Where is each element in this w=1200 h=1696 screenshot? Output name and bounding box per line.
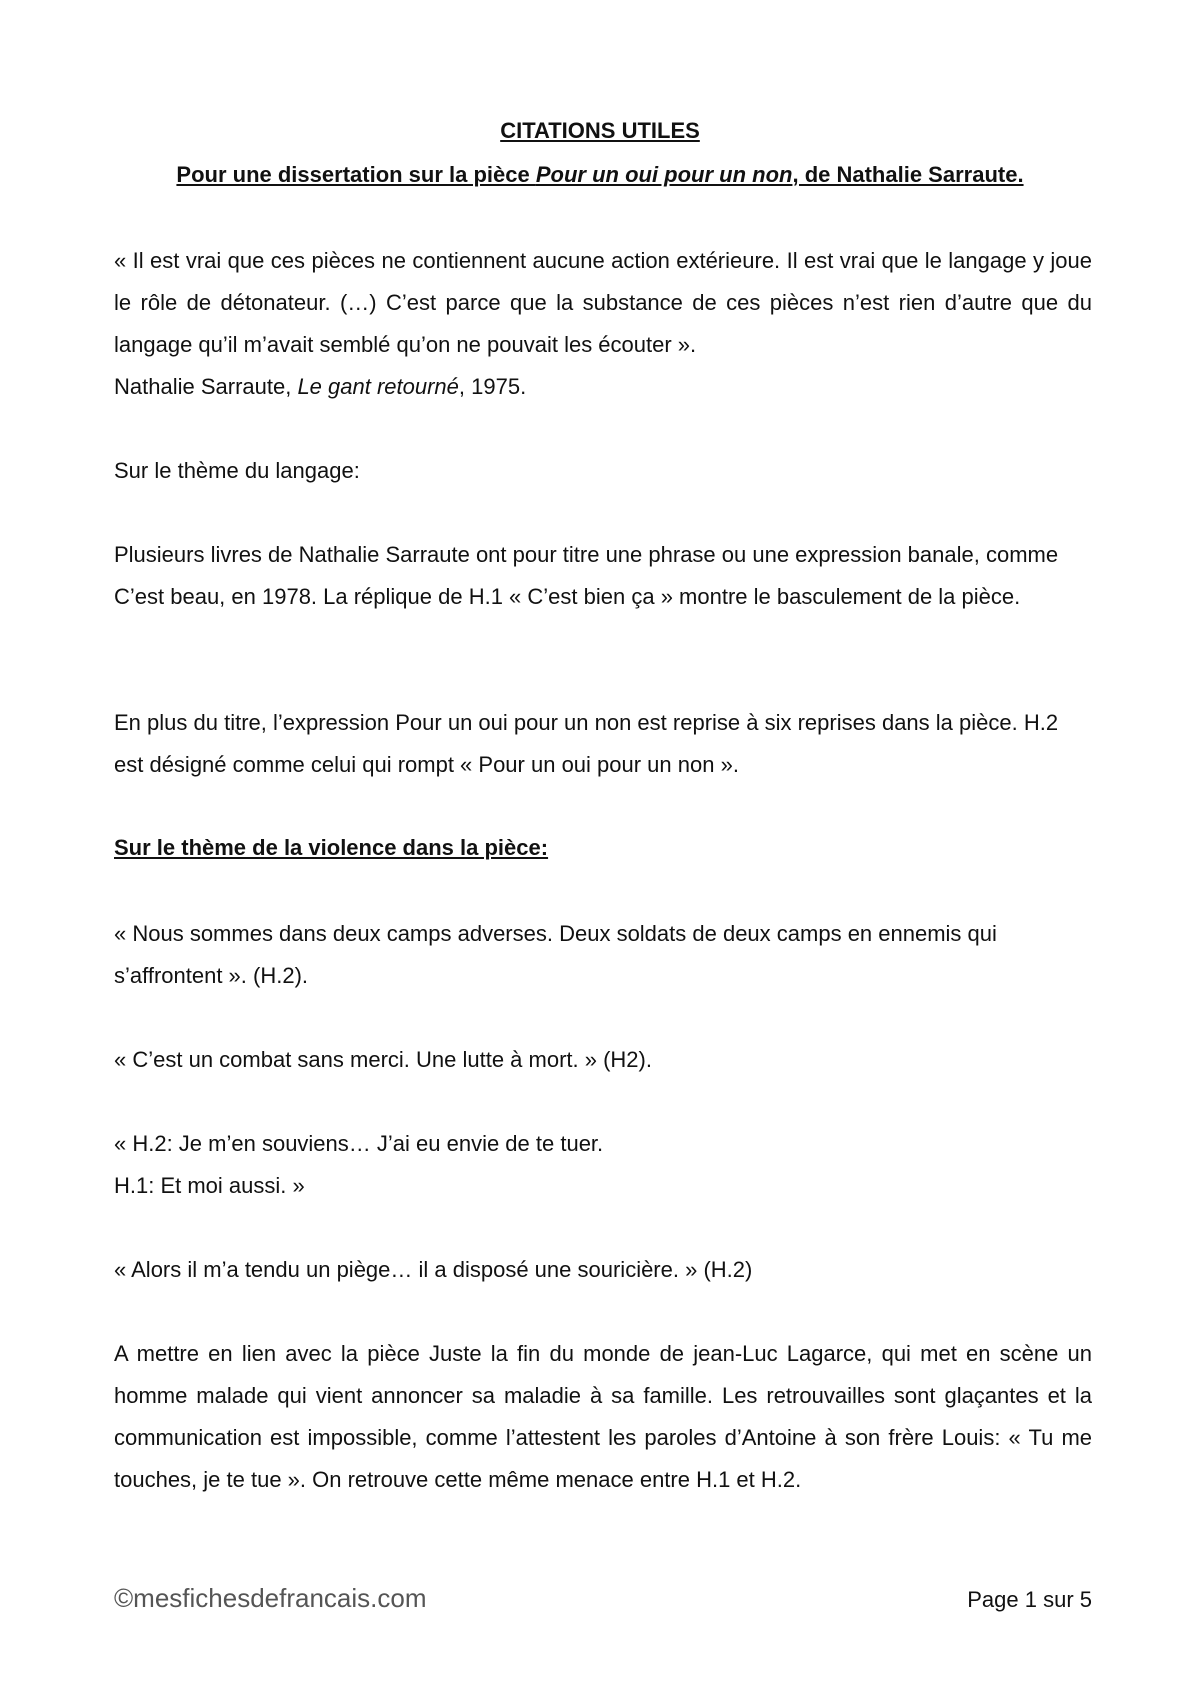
opening-quote-source [114,366,1092,408]
footer-page-number: Page 1 sur 5 [967,1587,1092,1612]
violence-paragraph: A mettre en lien avec la pièce Juste la fin du monde de jean-Luc Lagarce, qui met en scène un homme malade qui vient annoncer sa maladie à sa famille. Les retrouvailles sont glaçantes et la communication est impossible, comme l’attestent les paroles d’Antoine à son frère Louis: « Tu me touches, je te tue ». On retrouve cette même menace entre H.1 et H.2. [114,1341,1092,1492]
violence-quote-3-line-2: H.1: Et moi aussi. » [114,1173,305,1198]
language-section-heading: Sur le thème du langage: [114,458,360,483]
violence-quote-3-line-1: « H.2: Je m’en souviens… J’ai eu envie de te tuer. [114,1131,604,1156]
document-subtitle [0,160,1200,190]
source-author: Nathalie Sarraute, [114,374,298,399]
footer-copyright: ©mesfichesdefrancais.com [114,1583,427,1613]
subtitle-play-title: Pour un oui pour un non [535,162,793,187]
language-paragraph-2: En plus du titre, l’expression Pour un oui pour un non est reprise à six reprises dans la pièce. H.2 est désigné comme celui qui rompt « Pour un oui pour un non ». [114,710,1059,777]
subtitle-suffix: , de Nathalie Sarraute. [792,162,1024,187]
document-title: CITATIONS UTILES [500,118,700,143]
subtitle-prefix: Pour une dissertation sur la pièce [176,162,536,187]
violence-section-heading: Sur le thème de la violence dans la pièce: [114,835,549,860]
source-year: , 1975. [458,374,527,399]
source-title: Le gant retourné [297,374,459,399]
opening-quote: « Il est vrai que ces pièces ne contiennent aucune action extérieure. Il est vrai que le langage y joue le rôle de détonateur. (…) C’est parce que la substance de ces pièces n’est rien d’autre que du langage qu’il m’avait semblé qu’on ne pouvait les écouter ». [114,248,1092,357]
violence-quote-1: « Nous sommes dans deux camps adverses. Deux soldats de deux camps en ennemis qui s’affrontent ». (H.2). [114,921,997,988]
language-paragraph-1: Plusieurs livres de Nathalie Sarraute ont pour titre une phrase ou une expression banale, comme C’est beau, en 1978. La réplique de H.1 « C’est bien ça » montre le basculement de la pièce. [114,542,1059,609]
violence-quote-2: « C’est un combat sans merci. Une lutte à mort. » (H2). [114,1047,652,1072]
violence-quote-4: « Alors il m’a tendu un piège… il a disposé une souricière. » (H.2) [114,1257,753,1282]
